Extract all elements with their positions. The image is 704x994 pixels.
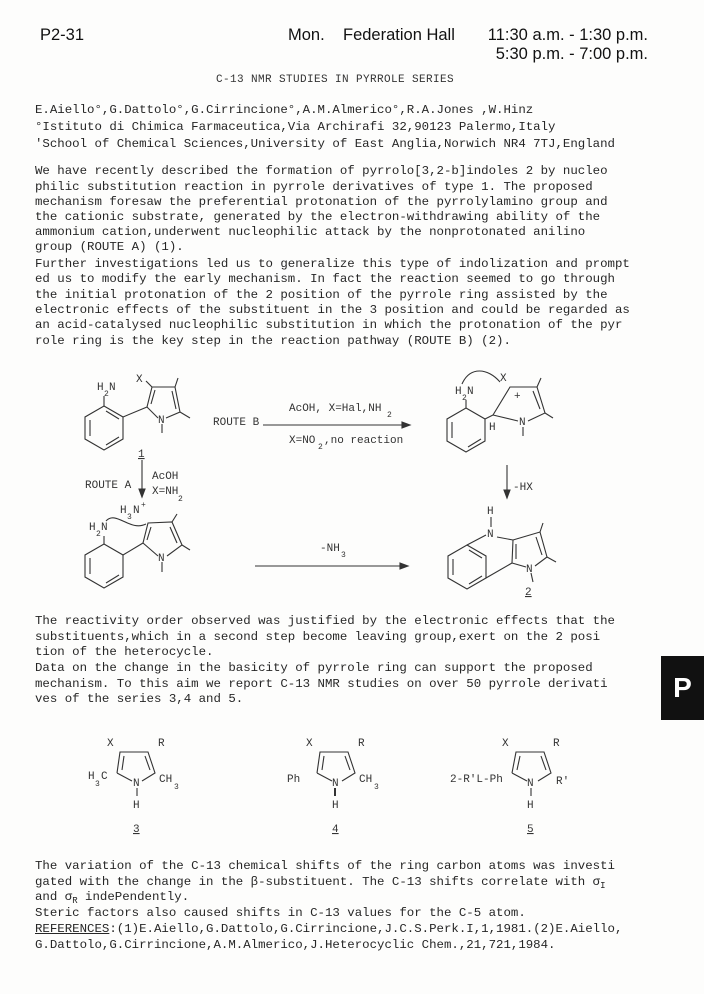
- bond-line: [123, 407, 147, 417]
- structure-label: H: [97, 382, 104, 394]
- bond-line: [172, 514, 177, 522]
- series-label-4: 4: [332, 824, 339, 836]
- structure-label: 2: [96, 530, 101, 539]
- structure-label: N: [133, 778, 140, 790]
- bond-line: [512, 773, 527, 781]
- text-line: G.Dattolo,G.Cirrincione,A.M.Almerico,J.Heterocyclic Chem.,21,721,1984.: [35, 938, 556, 952]
- bond-line: [540, 523, 543, 532]
- bond-line: [143, 522, 182, 556]
- structure-label: X: [107, 738, 114, 750]
- bond-line: [117, 773, 132, 781]
- bond-line: [517, 756, 520, 770]
- text-line: substituents,which in a second step become leaving group,exert on the 2 posi: [35, 630, 601, 644]
- session-time-2: 5:30 p.m. - 7:00 p.m.: [495, 45, 648, 63]
- text-line: The reactivity order observed was justified by the electronic effects that the: [35, 614, 615, 628]
- structure-label: H: [133, 800, 140, 812]
- bond-line: [497, 537, 513, 540]
- bond-line: [469, 576, 482, 584]
- bond-line: [170, 527, 177, 543]
- bond-line: [504, 490, 510, 498]
- structure-label: -HX: [513, 482, 533, 494]
- structure-label: 3: [95, 780, 100, 789]
- structure-label: H: [487, 506, 494, 518]
- structure-label: 2: [462, 394, 467, 403]
- structure-label: 2: [178, 495, 183, 504]
- structure-label: H: [489, 422, 496, 434]
- text-line: the initial protonation of the 2 position of the pyrrole ring assisted by the: [35, 288, 608, 302]
- bond-line: [536, 537, 542, 555]
- session-venue: Federation Hall: [343, 26, 455, 44]
- compound-2-structure: [448, 506, 556, 599]
- structure-label: N: [527, 778, 534, 790]
- structure-label: N: [158, 415, 165, 427]
- series-5-structure: [450, 738, 569, 836]
- electron-flow-arrow: [462, 371, 500, 384]
- structure-label: X: [136, 374, 143, 386]
- bond-line: [345, 756, 350, 770]
- structure-label: N: [526, 564, 533, 576]
- bond-line: [400, 563, 408, 569]
- text-line: Data on the change in the basicity of pyrrole ring can support the proposed: [35, 661, 593, 675]
- structure-label: N: [467, 386, 474, 398]
- text-line: ed us to modify the early mechanism. In fact the reaction seemed to go through: [35, 272, 615, 286]
- text-line: ammonium cation,underwent nucleophilic attack by the nonprotonated anilino: [35, 225, 586, 239]
- bond-line: [146, 381, 152, 387]
- structure-label: H: [332, 800, 339, 812]
- bond-line: [468, 439, 481, 447]
- structure-label: 2: [104, 390, 109, 399]
- structure-label: N: [133, 505, 140, 517]
- bond-line: [402, 422, 410, 428]
- structure-label: CH: [359, 774, 373, 786]
- bond-line: [467, 535, 486, 545]
- bond-line: [322, 756, 324, 770]
- structure-label: 3: [374, 783, 379, 792]
- bond-line: [106, 575, 119, 583]
- structure-label: -NH: [320, 543, 340, 555]
- structure-label: 2: [318, 443, 323, 452]
- text-line: tion of the heterocycle.: [35, 645, 214, 659]
- structure-label: N: [332, 778, 339, 790]
- series-label-3: 3: [133, 824, 140, 836]
- subscript: I: [600, 881, 606, 891]
- text-line: the cationic substrate, generated by the electron-withdrawing ability of the: [35, 210, 601, 224]
- session-code: P2-31: [40, 26, 85, 44]
- bond-line: [513, 532, 547, 566]
- structure-label: Ph: [287, 774, 301, 786]
- structure-label: X: [306, 738, 313, 750]
- text-line: ves of the series 3,4 and 5.: [35, 692, 244, 706]
- structure-label: 3: [127, 513, 132, 522]
- structure-label: N: [158, 553, 165, 565]
- structure-label: H: [455, 386, 462, 398]
- protonated-intermediate-structure: [447, 371, 553, 452]
- structure-label: 2-R'L-Ph: [450, 774, 503, 786]
- structure-label: +: [514, 391, 521, 403]
- structure-label: X=NH: [152, 486, 179, 498]
- affiliation-palermo: °Istituto di Chimica Farmaceutica,Via Archirafi 32,90123 Palermo,Italy: [35, 120, 556, 134]
- structure-label: 3: [341, 551, 346, 560]
- compound-label-1: 1: [138, 449, 145, 461]
- text-line: group (ROUTE A) (1).: [35, 240, 184, 254]
- structure-label: X: [502, 738, 509, 750]
- bond-line: [493, 415, 518, 421]
- bond-line: [147, 527, 151, 540]
- text-segment: :(1)E.Aiello,G.Dattolo,G.Cirrincione,J.C.S.Perk.I,1,1981.(2)E.Aiello,: [109, 922, 623, 936]
- structure-label: N: [519, 417, 526, 429]
- text-line: mechanism. To this aim we report C-13 NMR studies on over 50 pyrrole derivati: [35, 677, 608, 691]
- electron-flow-arrow: [106, 518, 146, 526]
- session-time-1: 11:30 a.m. - 1:30 p.m.: [487, 26, 648, 44]
- section-tab: P: [661, 656, 704, 720]
- structure-label: H: [527, 800, 534, 812]
- bond-line: [175, 378, 178, 387]
- series-3-structure: [88, 738, 179, 836]
- text-segment: and σ: [35, 890, 73, 904]
- structure-label: AcOH, X=Hal,NH: [289, 403, 382, 415]
- text-line: Further investigations led us to generalize this type of indolization and prompt: [35, 257, 630, 271]
- bond-line: [547, 557, 556, 562]
- structure-label: N: [101, 522, 108, 534]
- ammonium-intermediate-structure: [85, 501, 190, 588]
- text-line: philic substitution reaction in pyrrole derivatives of type 1. The proposed: [35, 180, 593, 194]
- bond-line: [537, 378, 541, 387]
- bond-line: [486, 563, 512, 578]
- subscript: R: [72, 896, 78, 906]
- structure-label: 2: [387, 411, 392, 420]
- compound-label-2: 2: [525, 587, 532, 599]
- structure-label: H: [120, 505, 127, 517]
- structure-label: R': [556, 776, 570, 788]
- bond-line: [180, 412, 190, 418]
- structure-label: AcOH: [152, 471, 179, 483]
- bond-line: [541, 756, 546, 770]
- structure-label: X: [500, 373, 507, 385]
- structure-label: C: [101, 771, 108, 783]
- structure-label: R: [553, 738, 560, 750]
- structure-label: ,no reaction: [324, 435, 404, 447]
- text-segment: gated with the change in the β-substituent. The C-13 shifts correlate with σ: [35, 875, 601, 889]
- text-line: role ring is the key step in the reaction pathway (ROUTE B) (2).: [35, 334, 511, 348]
- bond-line: [545, 413, 553, 418]
- bond-line: [85, 544, 123, 588]
- structure-label: N: [109, 382, 116, 394]
- bond-line: [485, 415, 493, 419]
- text-line: We have recently described the formation of pyrrolo[3,2-b]indoles 2 by nucleo: [35, 164, 608, 178]
- structure-label: N: [487, 529, 494, 541]
- bond-line: [85, 406, 123, 450]
- bond-line: [512, 540, 513, 563]
- bond-line: [447, 408, 485, 452]
- text-line: an acid-catalysed nucleophilic substitution in which the protonation of the pyr: [35, 318, 623, 332]
- structure-label: H: [88, 771, 95, 783]
- compound-1-structure: [85, 374, 190, 461]
- author-list: E.Aiello°,G.Dattolo°,G.Cirrincione°,A.M.Almerico°,R.A.Jones ,W.Hinz: [35, 103, 534, 117]
- bond-line: [317, 773, 332, 781]
- series-4-structure: [287, 738, 379, 836]
- text-line: Steric factors also caused shifts in C-13 values for the C-5 atom.: [35, 906, 526, 920]
- abstract-title: C-13 NMR STUDIES IN PYRROLE SERIES: [215, 74, 455, 86]
- structure-label: H: [89, 522, 96, 534]
- text-line: electronic effects of the substituent in the 3 position and could be regarded as: [35, 303, 630, 317]
- bond-line: [512, 563, 526, 567]
- text-segment: indePendently.: [77, 890, 190, 904]
- bond-line: [172, 391, 176, 409]
- bond-line: [145, 756, 150, 770]
- bond-line: [448, 545, 486, 589]
- references-line: [35, 922, 622, 937]
- bond-line: [122, 756, 124, 770]
- structure-label: +: [141, 501, 146, 510]
- bond-line: [143, 543, 158, 556]
- structure-label: R: [158, 738, 165, 750]
- text-line: mechanism foresaw the preferential protonation of the pyrrolylamino group and: [35, 195, 608, 209]
- structure-label: 3: [174, 783, 179, 792]
- series-label-5: 5: [527, 824, 534, 836]
- bond-line: [151, 390, 155, 404]
- session-day: Mon.: [288, 26, 325, 44]
- references-label: REFERENCES: [35, 922, 110, 936]
- structure-label: X=NO: [289, 435, 316, 447]
- text-line: The variation of the C-13 chemical shifts of the ring carbon atoms was investi: [35, 859, 615, 873]
- bond-line: [139, 489, 145, 497]
- route-b-label: ROUTE B: [213, 417, 260, 429]
- bond-line: [182, 545, 190, 550]
- bond-line: [123, 543, 143, 555]
- bond-line: [106, 411, 119, 419]
- bond-line: [147, 407, 158, 418]
- structure-label: CH: [159, 774, 173, 786]
- route-a-label: ROUTE A: [85, 480, 132, 492]
- bond-line: [106, 437, 119, 445]
- bond-line: [469, 550, 482, 558]
- structure-label: R: [358, 738, 365, 750]
- affiliation-east-anglia: 'School of Chemical Sciences,University of East Anglia,Norwich NR4 7TJ,England: [35, 137, 615, 151]
